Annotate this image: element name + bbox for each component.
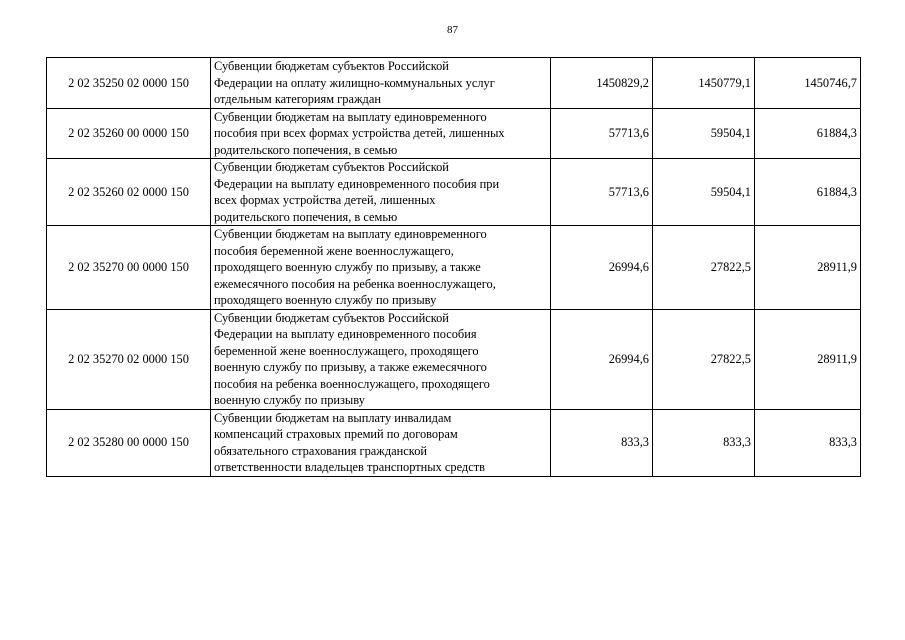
table-row — [47, 409, 861, 476]
amount-year-3: 28911,9 — [755, 309, 861, 409]
description — [211, 309, 551, 409]
amount-year-1: 26994,6 — [551, 309, 653, 409]
amount-year-2: 27822,5 — [653, 226, 755, 310]
description — [211, 108, 551, 159]
description-line: Федерации на выплату единовременного пособия — [214, 327, 477, 341]
table-row — [47, 159, 861, 226]
amount-year-2: 59504,1 — [653, 159, 755, 226]
amount-year-1: 57713,6 — [551, 108, 653, 159]
description-line: Субвенции бюджетам субъектов Российской — [214, 160, 449, 174]
table-row — [47, 226, 861, 310]
amount-year-3: 61884,3 — [755, 108, 861, 159]
amount-year-3: 28911,9 — [755, 226, 861, 310]
description-line: родительского попечения, в семью — [214, 209, 398, 224]
description-line: ежемесячного пособия на ребенка военнослужащего, — [214, 276, 496, 291]
amount-year-2: 1450779,1 — [653, 58, 755, 109]
description-line: беременной жене военнослужащего, проходящего — [214, 343, 479, 358]
amount-year-1: 833,3 — [551, 409, 653, 476]
amount-year-1: 26994,6 — [551, 226, 653, 310]
budget-code: 2 02 35270 00 0000 150 — [47, 226, 211, 310]
description-line: родительского попечения, в семью — [214, 142, 398, 157]
description-line: проходящего военную службу по призыву, а также — [214, 260, 481, 274]
description-line: пособия на ребенка военнослужащего, проходящего — [214, 376, 490, 391]
budget-table — [46, 57, 861, 477]
amount-year-2: 27822,5 — [653, 309, 755, 409]
description-line: военную службу по призыву, а также ежемесячного — [214, 360, 487, 374]
amount-year-3: 833,3 — [755, 409, 861, 476]
description-line: Субвенции бюджетам субъектов Российской — [214, 310, 449, 325]
description-line: пособия беременной жене военнослужащего, — [214, 243, 454, 258]
amount-year-1: 1450829,2 — [551, 58, 653, 109]
amount-year-1: 57713,6 — [551, 159, 653, 226]
amount-year-2: 59504,1 — [653, 108, 755, 159]
page-number: 87 — [447, 24, 458, 36]
description — [211, 409, 551, 476]
budget-code: 2 02 35280 00 0000 150 — [47, 409, 211, 476]
description-line: Субвенции бюджетам субъектов Российской — [214, 59, 449, 73]
description-line: Федерации на выплату единовременного пособия при — [214, 176, 500, 191]
amount-year-2: 833,3 — [653, 409, 755, 476]
budget-code: 2 02 35250 02 0000 150 — [47, 58, 211, 109]
budget-code: 2 02 35260 00 0000 150 — [47, 108, 211, 159]
table-row — [47, 108, 861, 159]
budget-code: 2 02 35260 02 0000 150 — [47, 159, 211, 226]
description-line: компенсаций страховых премий по договорам — [214, 427, 458, 441]
description-line: отдельным категориям граждан — [214, 92, 381, 106]
description-line: ответственности владельцев транспортных средств — [214, 460, 485, 474]
description-line: всех формах устройства детей, лишенных — [214, 193, 436, 207]
description-line: Федерации на оплату жилищно-коммунальных услуг — [214, 75, 495, 90]
description — [211, 159, 551, 226]
description-line: обязательного страхования гражданской — [214, 443, 428, 458]
description — [211, 58, 551, 109]
table-row — [47, 309, 861, 409]
amount-year-3: 61884,3 — [755, 159, 861, 226]
description — [211, 226, 551, 310]
description-line: пособия при всех формах устройства детей, лишенных — [214, 126, 505, 140]
amount-year-3: 1450746,7 — [755, 58, 861, 109]
description-line: военную службу по призыву — [214, 393, 365, 407]
description-line: Субвенции бюджетам на выплату единовременного — [214, 227, 487, 241]
description-line: Субвенции бюджетам на выплату инвалидам — [214, 410, 452, 425]
budget-code: 2 02 35270 02 0000 150 — [47, 309, 211, 409]
description-line: Субвенции бюджетам на выплату единовременного — [214, 109, 487, 124]
description-line: проходящего военную службу по призыву — [214, 293, 437, 307]
table-row — [47, 58, 861, 109]
